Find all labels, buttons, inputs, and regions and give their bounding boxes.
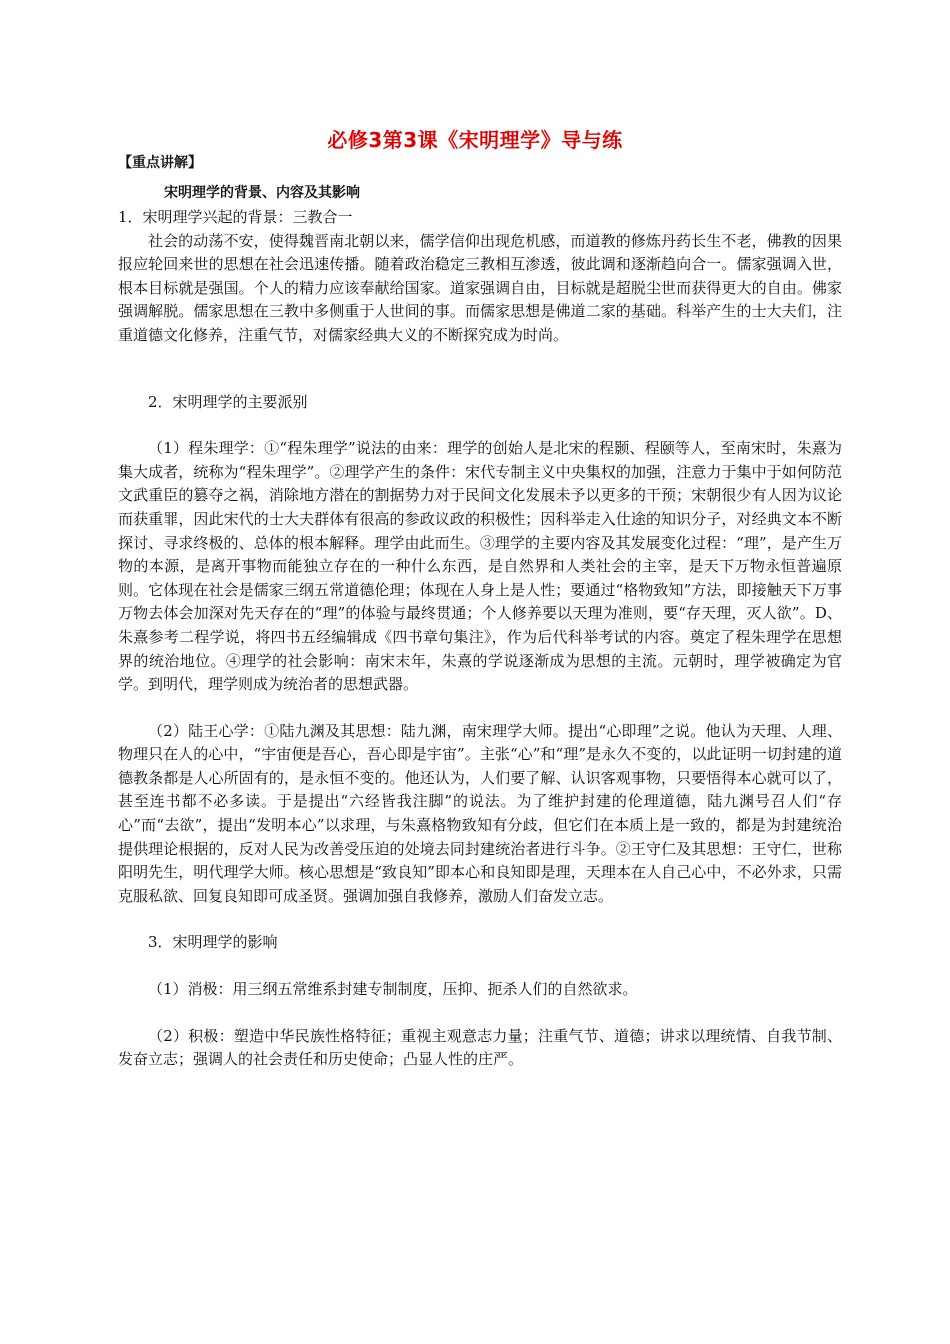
point1-paragraph: 社会的动荡不安，使得魏晋南北朝以来，儒学信仰出现危机感，而道教的修炼丹药长生不老，佛教的因果报应轮回来世的思想在社会迅速传播。随着政治稳定三教相互渗透，彼此调和逐渐趋向合一。儒家强调入世，根本目标就是强国。个人的精力应该奉献给国家。道家强调自由，目标就是超脱尘世而获得更大的自由。佛家强调解脱。儒家思想在三教中多侧重于人世间的事。而儒家思想是佛道二家的基础。科举产生的士大夫们，注重道德文化修养，注重气节，对儒家经典大义的不断探究成为时尚。 — [118, 231, 842, 344]
point2-subsection-lu-wang: （2）陆王心学：①陆九渊及其思想：陆九渊，南宋理学大师。提出“心即理”之说。他认为天理、人理、物理只在人的心中，“宇宙便是吾心，吾心即是宇宙”。主张“心”和“理”是永久不变的，以此证明一切封建的道德教条都是人心所固有的，是永恒不变的。他还认为，人们要了解、认识客观事物，只要悟得本心就可以了，甚至连书都不必多读。于是提出“六经皆我注脚”的说法。为了维护封建的伦理道德，陆九渊号召人们“存心”而“去欲”，提出“发明本心”以求理，与朱熹格物致知有分歧，但它们在本质上是一致的，都是为封建统治提供理论根据的，反对人民为改善受压迫的处境去同封建统治者进行斗争。②王守仁及其思想：王守仁，世称阳明先生，明代理学大师。核心思想是“致良知”即本心和良知即是理，天理本在人自己心中，不必外求，只需克服私欲、回复良知即可成圣贤。强调加强自我修养，激励人们奋发立志。 — [118, 721, 842, 905]
point2-subsection-cheng-zhu: （1）程朱理学：①“程朱理学”说法的由来：理学的创始人是北宋的程颢、程颐等人，至南宋时，朱熹为集大成者，统称为“程朱理学”。②理学产生的条件：宋代专制主义中央集权的加强，注意力于集中于如何防范文武重臣的篡夺之祸，消除地方潜在的割据势力对于民间文化发展未予以更多的干预；宋朝很少有人因为议论而获重罪，因此宋代的士大夫群体有很高的参政议政的积极性；因科举走入仕途的知识分子，对经典文本不断探讨、寻求终极的、总体的根本解释。理学由此而生。③理学的主要内容及其发展变化过程：“理”，是产生万物的本源，是离开事物而能独立存在的一种什么东西，是自然界和人类社会的主宰，是天下万物永恒普遍原则。它体现在社会是儒家三纲五常道德伦理；体现在人身上是人性；要通过“格物致知”方法，即接触天下万事万物去体会加深对先天存在的“理”的体验与最终贯通；个人修养要以天理为准则，要“存天理，灭人欲”。D、朱熹参考二程学说，将四书五经编辑成《四书章句集注》，作为后代科举考试的内容。奠定了程朱理学在思想界的统治地位。④理学的社会影响：南宋末年，朱熹的学说逐渐成为思想的主流。元朝时，理学被确定为官学。到明代，理学则成为统治者的思想武器。 — [118, 439, 842, 694]
point3-positive: （2）积极：塑造中华民族性格特征；重视主观意志力量；注重气节、道德；讲求以理统情、自我节制、发奋立志；强调人的社会责任和历史使命；凸显人性的庄严。 — [118, 1026, 842, 1069]
point2-heading: 2．宋明理学的主要派别 — [148, 392, 308, 411]
document-body — [118, 152, 842, 1072]
section-subheading: 宋明理学的背景、内容及其影响 — [164, 185, 360, 201]
point3-heading: 3．宋明理学的影响 — [148, 933, 278, 952]
section-label: 【重点讲解】 — [118, 155, 202, 171]
document-title: 必修3第3课《宋明理学》导与练 — [327, 128, 623, 152]
point3-negative: （1）消极：用三纲五常维系封建专制制度，压抑、扼杀人们的自然欲求。 — [148, 980, 638, 999]
point1-heading: 1．宋明理学兴起的背景：三教合一 — [118, 208, 353, 226]
